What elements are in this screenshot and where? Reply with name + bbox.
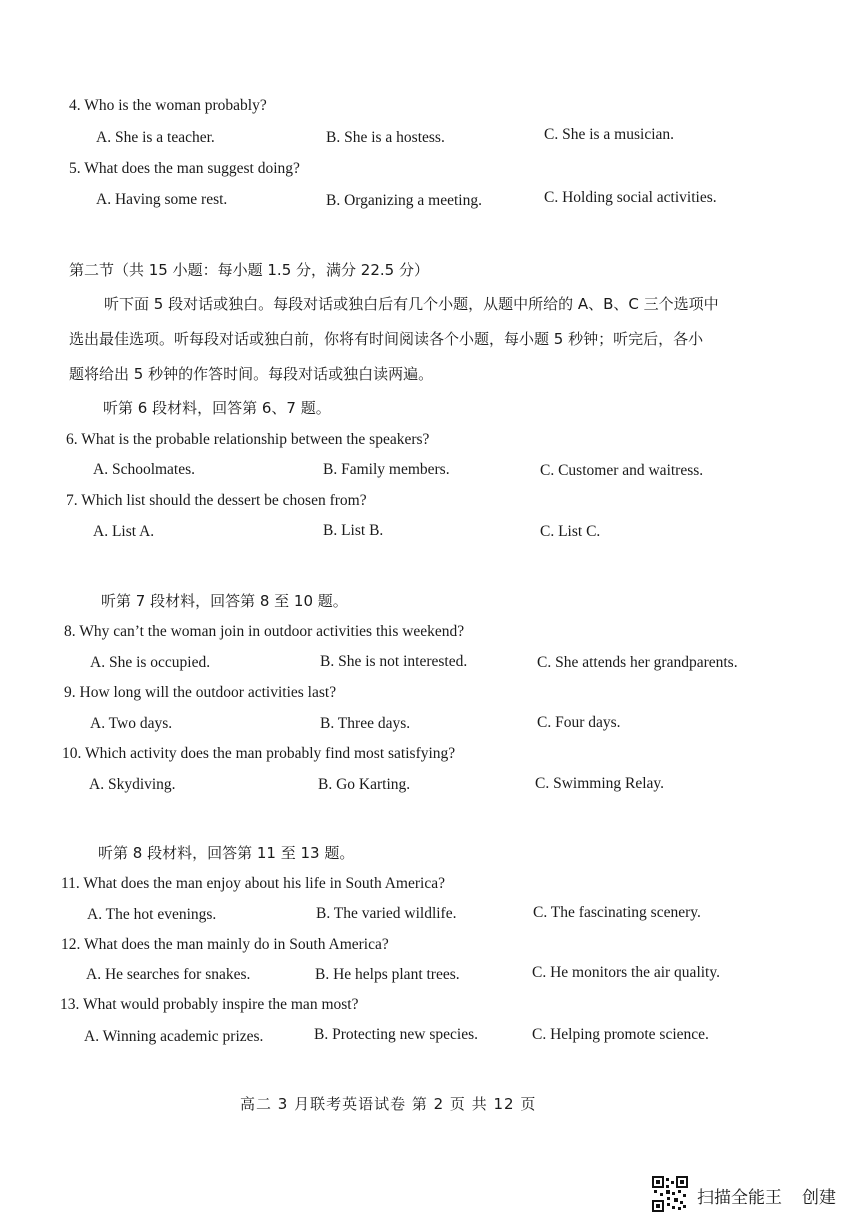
question-5-option-c: C. Holding social activities. [544, 189, 717, 206]
question-8-option-c: C. She attends her grandparents. [537, 654, 738, 671]
question-13-option-a: A. Winning academic prizes. [84, 1028, 264, 1045]
question-4-option-a: A. She is a teacher. [96, 129, 215, 146]
question-10-option-b: B. Go Karting. [318, 776, 411, 793]
question-9-option-c: C. Four days. [537, 714, 621, 731]
question-4: 4. Who is the woman probably? [69, 97, 267, 114]
question-12-option-b: B. He helps plant trees. [315, 966, 460, 983]
page-footer: 高二 3 月联考英语试卷 第 2 页 共 12 页 [240, 1095, 537, 1113]
question-11-option-b: B. The varied wildlife. [316, 905, 457, 922]
group-8-label: 听第 8 段材料，回答第 11 至 13 题。 [98, 844, 355, 862]
question-11: 11. What does the man enjoy about his life in South America? [61, 875, 445, 892]
question-12: 12. What does the man mainly do in South America? [61, 936, 389, 953]
question-10-option-c: C. Swimming Relay. [535, 775, 665, 792]
question-11-option-c: C. The fascinating scenery. [533, 904, 701, 921]
question-8-option-b: B. She is not interested. [320, 653, 468, 670]
question-10: 10. Which activity does the man probably find most satisfying? [62, 745, 456, 762]
question-11-option-a: A. The hot evenings. [87, 906, 217, 923]
group-7-label: 听第 7 段材料，回答第 8 至 10 题。 [101, 592, 348, 610]
question-13-option-b: B. Protecting new species. [314, 1026, 479, 1043]
instruction-line-2: 选出最佳选项。听每段对话或独白前，你将有时间阅读各个小题，每小题 5 秒钟；听完后，各小 [69, 330, 704, 348]
question-7: 7. Which list should the dessert be chosen from? [66, 492, 367, 509]
question-13-option-c: C. Helping promote science. [532, 1026, 709, 1043]
instruction-line-3: 题将给出 5 秒钟的作答时间。每段对话或独白读两遍。 [69, 365, 434, 383]
question-8-option-a: A. She is occupied. [90, 654, 211, 671]
scanner-brand: 扫描全能王 [697, 1188, 782, 1208]
question-9-option-a: A. Two days. [90, 715, 173, 732]
group-6-label: 听第 6 段材料，回答第 6、7 题。 [103, 399, 331, 417]
question-7-option-a: A. List A. [93, 523, 155, 540]
question-7-option-c: C. List C. [540, 523, 601, 540]
question-4-option-b: B. She is a hostess. [326, 129, 445, 146]
question-6-option-a: A. Schoolmates. [93, 461, 196, 478]
question-9: 9. How long will the outdoor activities last? [64, 684, 337, 701]
question-9-option-b: B. Three days. [320, 715, 411, 732]
qr-code-icon [652, 1176, 688, 1212]
question-12-option-a: A. He searches for snakes. [86, 966, 251, 983]
question-12-option-c: C. He monitors the air quality. [532, 964, 720, 981]
question-6-option-c: C. Customer and waitress. [540, 462, 704, 479]
instruction-line-1: 听下面 5 段对话或独白。每段对话或独白后有几个小题，从题中所给的 A、B、C 三个选项中 [104, 295, 719, 313]
question-5-option-b: B. Organizing a meeting. [326, 192, 482, 209]
question-5-option-a: A. Having some rest. [96, 191, 228, 208]
question-5: 5. What does the man suggest doing? [69, 160, 300, 177]
question-6-option-b: B. Family members. [323, 461, 450, 478]
question-7-option-b: B. List B. [323, 522, 384, 539]
section-2-heading: 第二节（共 15 小题：每小题 1.5 分，满分 22.5 分） [69, 261, 429, 279]
question-4-option-c: C. She is a musician. [544, 126, 675, 143]
scanner-created-label: 创建 [802, 1188, 836, 1208]
question-6: 6. What is the probable relationship between the speakers? [66, 431, 430, 448]
question-10-option-a: A. Skydiving. [89, 776, 176, 793]
question-8: 8. Why can’t the woman join in outdoor activities this weekend? [64, 623, 465, 640]
question-13: 13. What would probably inspire the man most? [60, 996, 359, 1013]
